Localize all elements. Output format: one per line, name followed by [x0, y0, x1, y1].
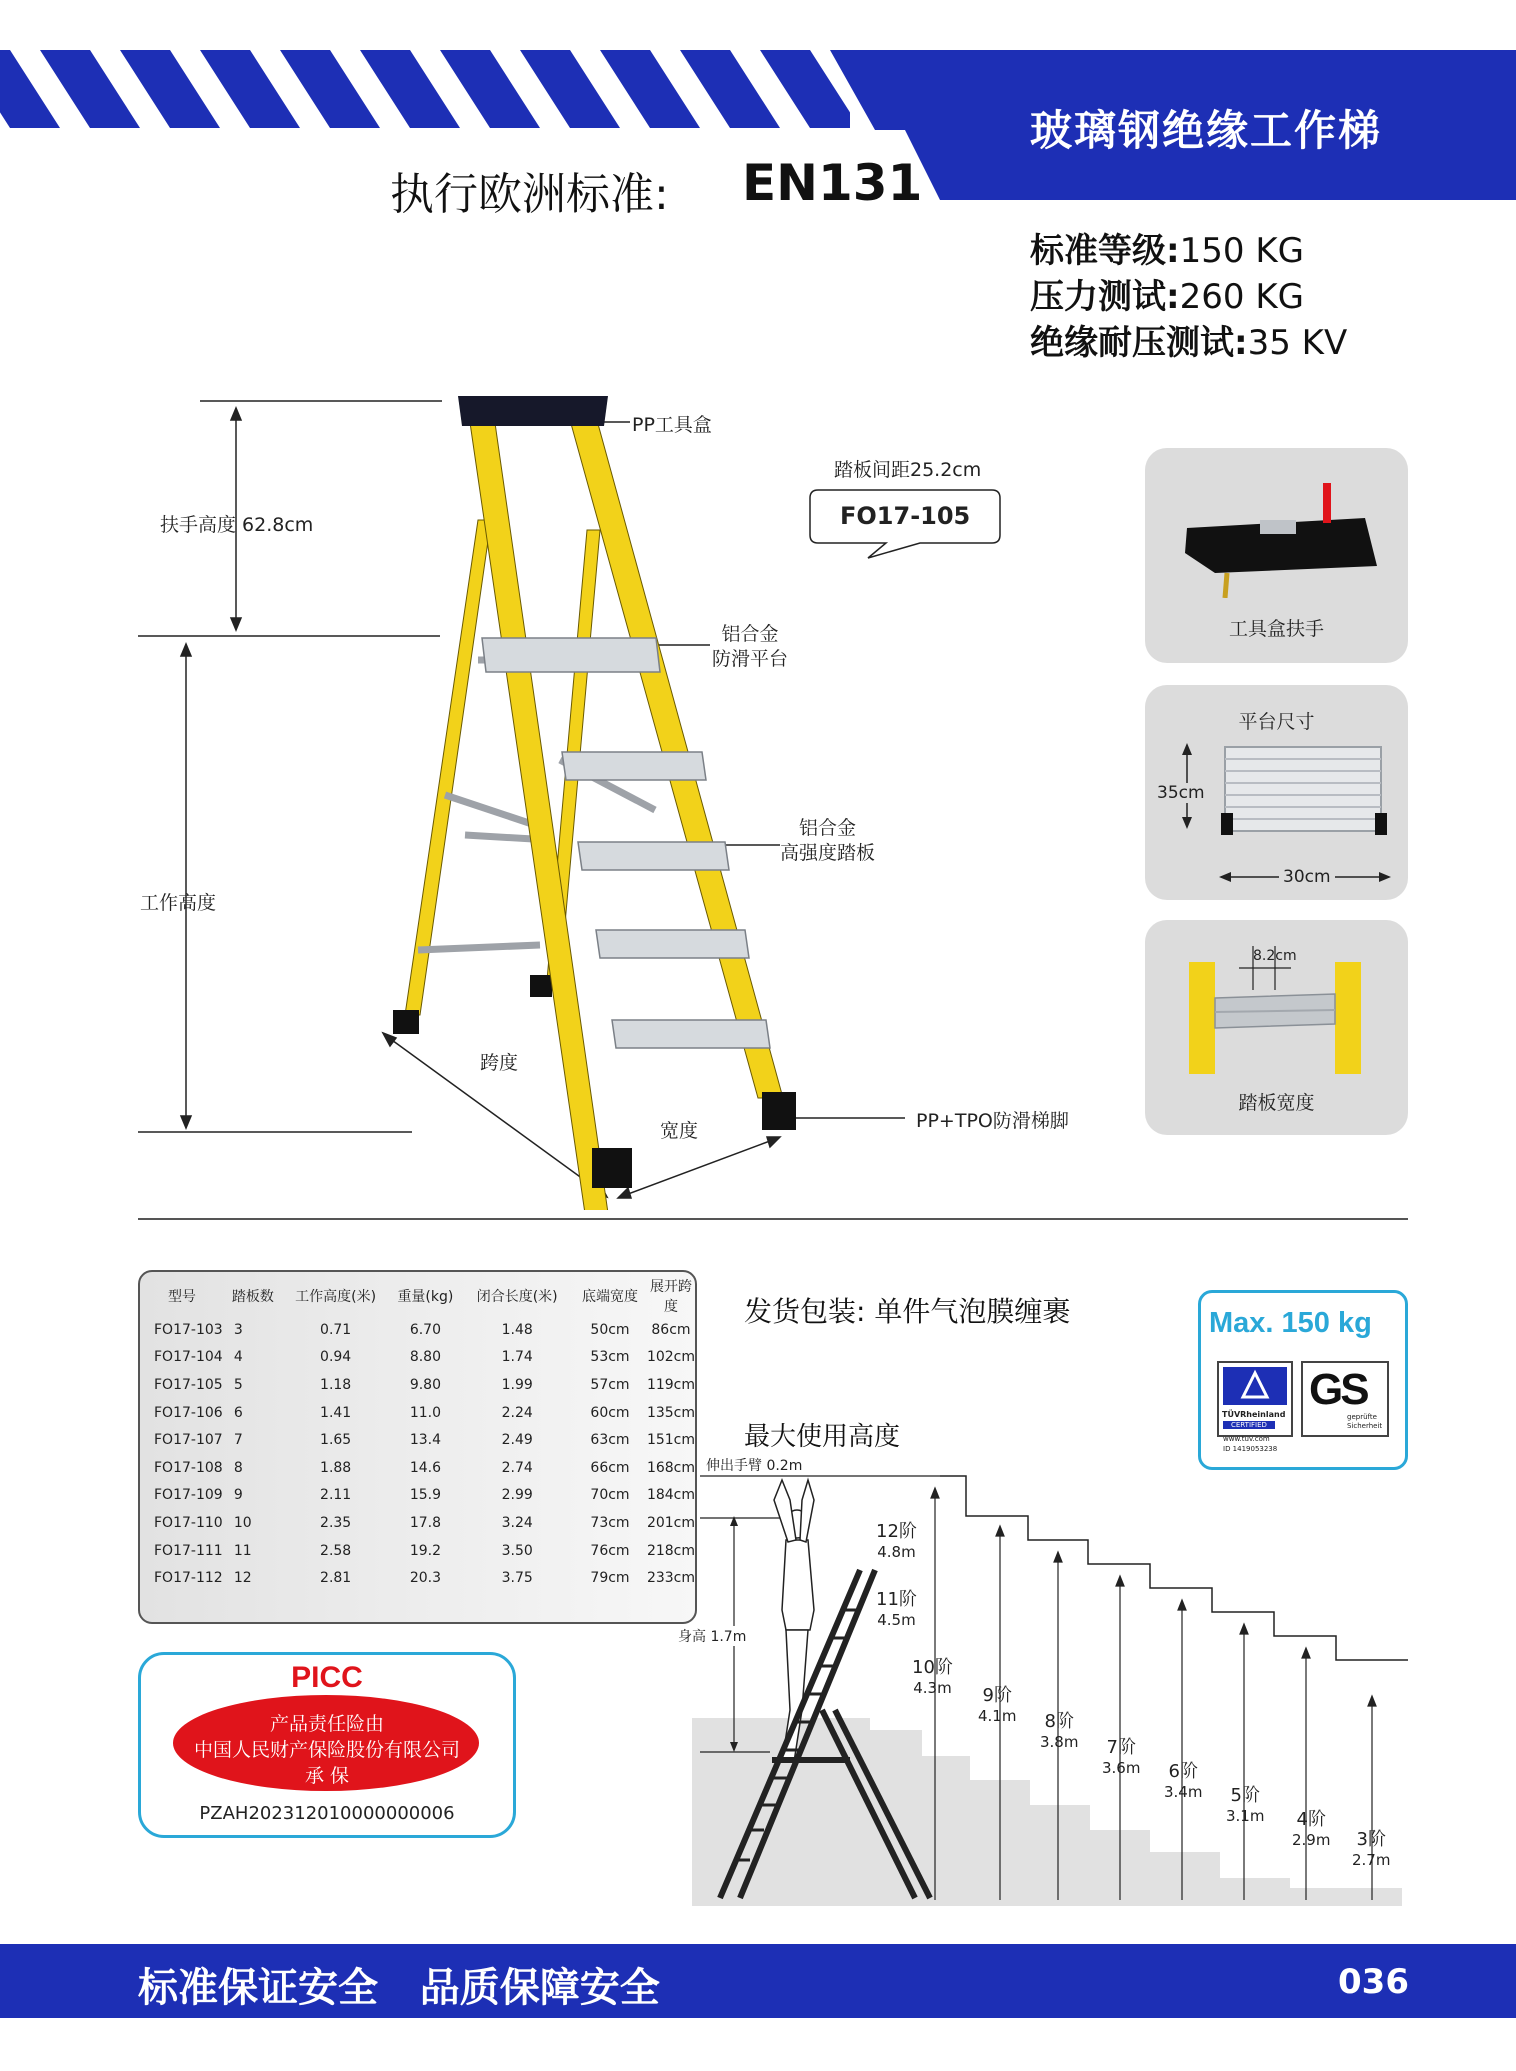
table-cell: 19.2: [409, 1542, 441, 1559]
ladder-front-legs: [467, 402, 783, 1210]
stair-step: 9阶: [982, 1685, 1012, 1706]
table-cell: FO17-110: [154, 1514, 223, 1531]
table-cell: 1.41: [320, 1404, 352, 1421]
spec-grade-label: 标准等级:: [1030, 231, 1180, 271]
table-cell: 4: [233, 1349, 243, 1366]
table-cell: 79cm: [590, 1570, 630, 1587]
table-cell: 15.9: [409, 1487, 441, 1504]
stair-height: 3.4m: [1164, 1783, 1203, 1801]
table-cell: 3.24: [501, 1514, 533, 1531]
table-cell: 168cm: [646, 1459, 695, 1476]
table-cell: FO17-103: [154, 1321, 223, 1338]
table-cell: 135cm: [646, 1404, 695, 1421]
table-cell: 66cm: [590, 1459, 630, 1476]
gs-line2: Sicherheit: [1347, 1422, 1383, 1430]
stair-height: 3.6m: [1102, 1759, 1141, 1777]
tuv-id: ID 1419053238: [1223, 1445, 1278, 1453]
table-cell: 1.48: [501, 1321, 533, 1338]
table-cell: 10: [233, 1514, 252, 1531]
table-cell: 2.58: [320, 1542, 352, 1559]
tread-width-label: 8.2cm: [1253, 948, 1297, 964]
detail-card-tread: [1145, 920, 1408, 1135]
table-cell: 6: [233, 1404, 243, 1421]
stair-step: 7阶: [1106, 1737, 1136, 1758]
standard-prefix: 执行欧洲标准:: [390, 169, 669, 220]
table-cell: 17.8: [409, 1514, 441, 1531]
packaging-text: 发货包装: 单件气泡膜缠裹: [744, 1295, 1071, 1328]
stair-label-3: [1352, 1830, 1390, 1870]
table-cell: 102cm: [646, 1349, 695, 1366]
standard-code: EN131: [742, 154, 923, 212]
spec-insulation: [1030, 320, 1500, 366]
max-load-label: Max. 150 kg: [1209, 1307, 1372, 1339]
table-cell: FO17-104: [154, 1349, 223, 1366]
insurance-box: [138, 1652, 516, 1838]
table-header-cell: 展开跨度: [649, 1279, 692, 1315]
stair-step: 4阶: [1296, 1809, 1326, 1830]
table-cell: 1.88: [320, 1459, 352, 1476]
stair-label-8: [1040, 1712, 1078, 1752]
table-cell: 2.74: [501, 1459, 533, 1476]
table-cell: 12: [233, 1570, 252, 1587]
table-cell: 2.81: [320, 1570, 352, 1587]
table-cell: 218cm: [646, 1542, 695, 1559]
table-cell: FO17-109: [154, 1487, 223, 1504]
spec-pressure-label: 压力测试:: [1030, 277, 1180, 317]
platform-label-line1: 铝合金: [721, 623, 779, 645]
spec-table: [140, 1276, 695, 1592]
spec-table-box: [138, 1270, 697, 1624]
table-cell: 184cm: [646, 1487, 695, 1504]
platform-depth-label: 35cm: [1157, 783, 1205, 803]
table-cell: 151cm: [646, 1432, 695, 1449]
table-cell: 7: [233, 1432, 243, 1449]
table-cell: 8.80: [409, 1349, 441, 1366]
width-label: 宽度: [660, 1120, 699, 1142]
tread-spacing-label: 踏板间距25.2cm: [834, 459, 982, 481]
gs-mark: GS: [1309, 1365, 1367, 1414]
ladder-toolbox: [458, 396, 608, 426]
table-cell: 73cm: [590, 1514, 630, 1531]
handrail-height-label: 扶手高度 62.8cm: [160, 514, 314, 536]
model-bubble-text: FO17-105: [840, 502, 971, 530]
platform-label: [712, 622, 788, 672]
table-cell: FO17-112: [154, 1570, 223, 1587]
table-cell: FO17-108: [154, 1459, 223, 1476]
table-header-cell: 底端宽度: [581, 1289, 638, 1305]
table-row: [140, 1316, 695, 1344]
table-cell: 60cm: [590, 1404, 630, 1421]
stair-height: 2.9m: [1292, 1831, 1331, 1849]
table-cell: 1.74: [501, 1349, 533, 1366]
stair-label-10: [912, 1658, 953, 1698]
stair-height: 4.3m: [913, 1679, 952, 1697]
footer-slogan: 标准保证安全 品质保障安全: [138, 1964, 660, 2011]
table-row: [140, 1454, 695, 1482]
policy-number: PZAH202312010000000006: [199, 1803, 455, 1824]
max-height-title: 最大使用高度: [744, 1422, 901, 1452]
table-cell: 119cm: [646, 1376, 695, 1393]
tread-label-line2: 高强度踏板: [780, 842, 876, 864]
stair-step: 11阶: [876, 1589, 917, 1610]
detail-card-toolbox: [1145, 448, 1408, 663]
table-cell: 1.99: [501, 1376, 533, 1393]
stair-label-12: [876, 1522, 917, 1562]
work-height-label: 工作高度: [140, 892, 217, 914]
insurance-line2: 中国人民财产保险股份有限公司: [193, 1739, 460, 1761]
table-header-cell: 工作高度(米): [295, 1289, 377, 1305]
table-cell: 57cm: [590, 1376, 630, 1393]
tread-label-line1: 铝合金: [799, 817, 857, 839]
table-cell: 2.35: [320, 1514, 352, 1531]
page-number: 036: [1338, 1962, 1409, 2002]
spec-list: [1030, 228, 1500, 366]
feet-label: PP+TPO防滑梯脚: [916, 1110, 1069, 1132]
stair-label-6: [1164, 1762, 1202, 1802]
stair-height: 3.1m: [1226, 1807, 1265, 1825]
table-cell: 5: [233, 1376, 243, 1393]
table-row: [140, 1426, 695, 1454]
spec-grade-value: 150 KG: [1179, 231, 1304, 271]
table-cell: FO17-105: [154, 1376, 223, 1393]
table-header-cell: 重量(kg): [397, 1289, 454, 1305]
tuv-badge: [1217, 1361, 1293, 1437]
tuv-line1: TÜVRheinland: [1222, 1410, 1286, 1419]
table-cell: 3.50: [501, 1542, 533, 1559]
table-cell: 50cm: [590, 1321, 630, 1338]
picc-brand: PICC: [291, 1661, 363, 1694]
table-cell: 8: [233, 1459, 243, 1476]
stair-label-7: [1102, 1738, 1140, 1778]
table-cell: FO17-111: [154, 1542, 223, 1559]
table-cell: 2.49: [501, 1432, 533, 1449]
table-cell: 86cm: [651, 1321, 691, 1338]
toolbox-card-label: 工具盒扶手: [1228, 618, 1324, 640]
span-label: 跨度: [480, 1052, 519, 1074]
table-row: [140, 1482, 695, 1510]
stair-height: 3.8m: [1040, 1733, 1079, 1751]
table-cell: 0.71: [320, 1321, 352, 1338]
header-banner: [0, 0, 1516, 220]
stair-outline: [940, 1476, 1408, 1660]
tuv-line2: CERTIFIED: [1223, 1421, 1275, 1429]
table-cell: 9.80: [409, 1376, 441, 1393]
stair-label-11: [876, 1590, 917, 1630]
stair-diagram: [678, 1458, 1410, 1910]
table-cell: 20.3: [409, 1570, 441, 1587]
spec-grade: [1030, 228, 1500, 274]
table-cell: 9: [233, 1487, 243, 1504]
stair-step: 10阶: [912, 1657, 953, 1678]
hazard-stripes: [0, 50, 860, 128]
stair-height: 4.8m: [877, 1543, 916, 1561]
table-cell: 201cm: [646, 1514, 695, 1531]
platform-width-label: 30cm: [1279, 867, 1335, 887]
table-cell: 2.24: [501, 1404, 533, 1421]
spec-insulation-label: 绝缘耐压测试:: [1030, 323, 1248, 363]
spec-insulation-value: 35 KV: [1247, 323, 1348, 363]
table-cell: 2.99: [501, 1487, 533, 1504]
detail-card-platform: [1145, 685, 1408, 900]
table-row: [140, 1371, 695, 1399]
table-cell: FO17-107: [154, 1432, 223, 1449]
table-cell: 6.70: [409, 1321, 441, 1338]
platform-label-line2: 防滑平台: [712, 648, 789, 670]
table-row: [140, 1537, 695, 1565]
stair-label-4: [1292, 1810, 1330, 1850]
table-header-cell: 踏板数: [231, 1289, 274, 1305]
header-title: 玻璃钢绝缘工作梯: [1030, 106, 1383, 155]
table-header-row: [140, 1276, 695, 1316]
table-cell: 3: [233, 1321, 243, 1338]
table-cell: 233cm: [646, 1570, 695, 1587]
table-cell: 1.18: [320, 1376, 352, 1393]
platform-card-title: 平台尺寸: [1238, 711, 1315, 733]
table-row: [140, 1509, 695, 1537]
spec-pressure: [1030, 274, 1500, 320]
table-row: [140, 1564, 695, 1592]
section-divider: [138, 1218, 1408, 1220]
table-cell: 1.65: [320, 1432, 352, 1449]
table-header-cell: 闭合长度(米): [476, 1289, 558, 1305]
pp-toolbox-label: PP工具盒: [632, 414, 712, 436]
stair-height: 4.1m: [978, 1707, 1017, 1725]
table-cell: 11: [233, 1542, 252, 1559]
stair-height: 4.5m: [877, 1611, 916, 1629]
table-row: [140, 1399, 695, 1427]
tread-card-label: 踏板宽度: [1238, 1092, 1315, 1114]
stair-step: 6阶: [1168, 1761, 1198, 1782]
table-cell: 14.6: [409, 1459, 441, 1476]
tread-label: [780, 816, 875, 866]
spec-pressure-value: 260 KG: [1179, 277, 1304, 317]
table-cell: 53cm: [590, 1349, 630, 1366]
table-cell: 70cm: [590, 1487, 630, 1504]
table-cell: 76cm: [590, 1542, 630, 1559]
table-cell: 63cm: [590, 1432, 630, 1449]
stair-label-9: [978, 1686, 1016, 1726]
stair-height: 2.7m: [1352, 1851, 1391, 1869]
ladder-diagram: [0, 380, 1140, 1210]
gs-line1: geprüfte: [1347, 1413, 1377, 1421]
table-cell: 2.11: [320, 1487, 352, 1504]
tuv-site: www.tuv.com: [1223, 1435, 1270, 1443]
table-row: [140, 1344, 695, 1372]
table-header-cell: 型号: [167, 1289, 196, 1305]
table-cell: 0.94: [320, 1349, 352, 1366]
stair-step: 5阶: [1230, 1785, 1260, 1806]
table-cell: FO17-106: [154, 1404, 223, 1421]
stair-step: 12阶: [876, 1521, 917, 1542]
table-cell: 3.75: [501, 1570, 533, 1587]
insurance-line1: 产品责任险由: [269, 1713, 384, 1735]
gs-badge: [1301, 1361, 1389, 1437]
stair-step: 3阶: [1356, 1829, 1386, 1850]
stair-label-5: [1226, 1786, 1264, 1826]
footer-bar: [0, 1944, 1516, 2018]
table-cell: 11.0: [409, 1404, 441, 1421]
stair-step: 8阶: [1044, 1711, 1074, 1732]
certification-box: [1198, 1290, 1408, 1470]
screwdriver-icon: [1323, 483, 1331, 523]
insurance-line3: 承 保: [304, 1765, 350, 1787]
body-height-label: 身高 1.7m: [678, 1626, 746, 1646]
arm-reach-label: 伸出手臂 0.2m: [706, 1455, 802, 1475]
table-cell: 13.4: [409, 1432, 441, 1449]
